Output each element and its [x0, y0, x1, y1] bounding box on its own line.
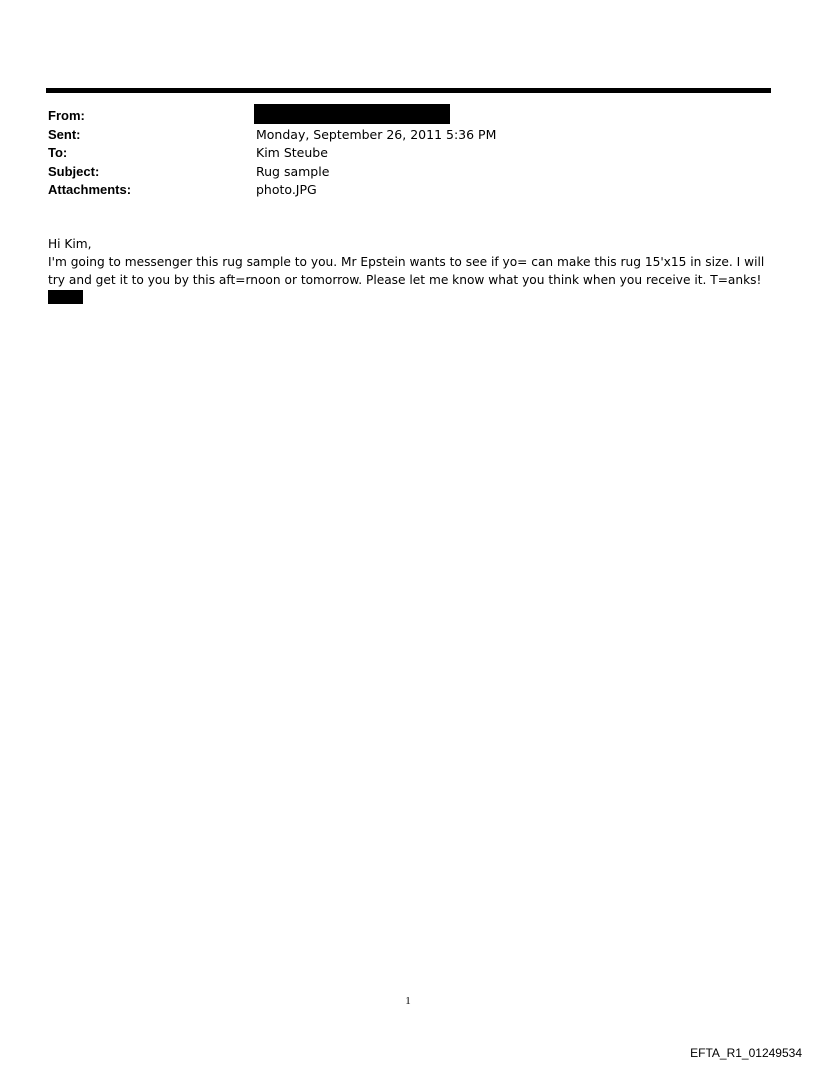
- subject-row: [48, 163, 748, 182]
- sent-row: [48, 126, 748, 145]
- subject-label: Subject:: [48, 163, 100, 179]
- header-rule: [46, 88, 771, 93]
- email-header: [48, 107, 748, 200]
- to-label: To:: [48, 145, 68, 160]
- attachments-value: photo.JPG: [256, 182, 317, 197]
- from-label: From:: [48, 108, 85, 123]
- sent-value: Monday, September 26, 2011 5:36 PM: [256, 126, 497, 142]
- from-redaction: [254, 104, 450, 124]
- page-number: 1: [405, 995, 411, 1007]
- message-paragraph: I'm going to messenger this rug sample to you. Mr Epstein wants to see if yo= can make this rug 15'x15 in size. I will try and get it to you by this aft=rnoon or tomorrow. Please let me know what you think when you receive it. T=anks!: [48, 255, 765, 287]
- from-row: [48, 107, 748, 126]
- greeting: Hi Kim,: [48, 237, 92, 251]
- attachments-label: Attachments:: [48, 182, 132, 197]
- signature-redaction: [48, 290, 83, 304]
- to-row: [48, 144, 748, 163]
- subject-value: Rug sample: [256, 163, 330, 179]
- sent-label: Sent:: [48, 126, 81, 142]
- attachments-row: [48, 181, 748, 200]
- email-body: [48, 235, 768, 304]
- document-id: EFTA_R1_01249534: [690, 1046, 802, 1060]
- to-value: Kim Steube: [256, 145, 328, 160]
